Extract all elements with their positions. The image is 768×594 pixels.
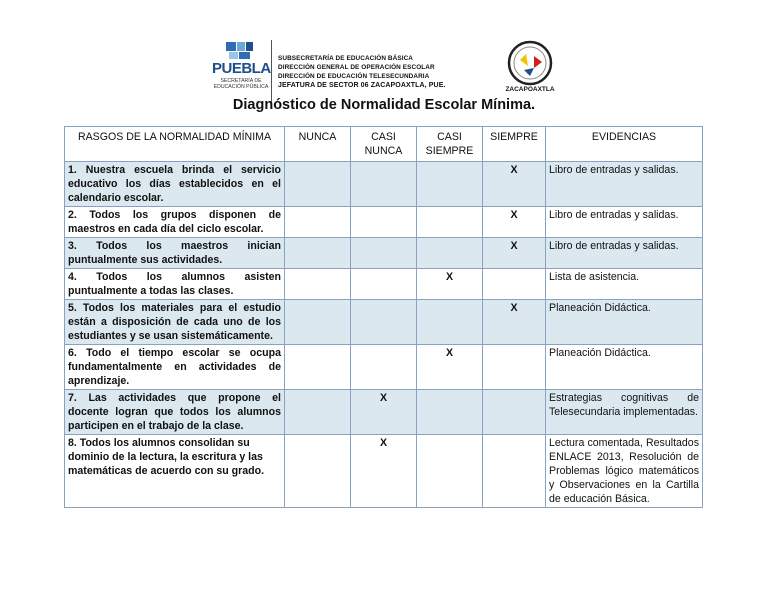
casi-nunca-cell [351,162,417,207]
nunca-cell [285,162,351,207]
siempre-cell [483,435,546,508]
casi-nunca-cell: X [351,390,417,435]
org-line: DIRECCIÓN GENERAL DE OPERACIÓN ESCOLAR [278,64,435,71]
org-line: DIRECCIÓN DE EDUCACIÓN TELESECUNDARIA [278,73,430,80]
evidencia-cell: Lectura comentada, Resultados ENLACE 2013, Resolución de Problemas lógico matemáticos y Observaciones en la Cartilla de educación Básica. [546,435,703,508]
casi-nunca-cell [351,300,417,345]
col-header-evidencias: EVIDENCIAS [546,127,703,162]
table-row [65,269,703,300]
siempre-cell: X [483,207,546,238]
evidencia-cell: Estrategias cognitivas de Telesecundaria implementadas. [546,390,703,435]
letterhead [0,0,768,100]
table-row [65,238,703,269]
rasgo-cell: 5. Todos los materiales para el estudio están a disposición de cada uno de los estudiantes y se usan sistemáticamente. [65,300,285,345]
normality-table [64,126,703,508]
evidencia-cell: Libro de entradas y salidas. [546,238,703,269]
nunca-cell [285,207,351,238]
org-line: SUBSECRETARÍA DE EDUCACIÓN BÁSICA [278,55,414,62]
puebla-wordmark: PUEBLA [212,60,271,77]
table-row [65,345,703,390]
sep-subtitle: SECRETARÍA DE EDUCACIÓN PÚBLICA [213,78,269,90]
col-header-siempre: SIEMPRE [483,127,546,162]
rasgo-cell: 4. Todos los alumnos asisten puntualmente a todas las clases. [65,269,285,300]
rasgo-cell: 1. Nuestra escuela brinda el servicio educativo los días establecidos en el calendario escolar. [65,162,285,207]
casi-siempre-cell [417,207,483,238]
col-header-casi-siempre: CASI SIEMPRE [417,127,483,162]
organization-lines [278,54,446,90]
casi-nunca-cell [351,269,417,300]
col-header-casi-nunca: CASI NUNCA [351,127,417,162]
rasgo-cell: 2. Todos los grupos disponen de maestros en cada día del ciclo escolar. [65,207,285,238]
table-header-row [65,127,703,162]
document-title: Diagnóstico de Normalidad Escolar Mínima. [232,97,536,113]
casi-siempre-cell [417,300,483,345]
evidencia-cell: Planeación Didáctica. [546,300,703,345]
siempre-cell: X [483,300,546,345]
siempre-cell [483,269,546,300]
table-row [65,162,703,207]
rasgo-cell: 3. Todos los maestros inician puntualmente sus actividades. [65,238,285,269]
nunca-cell [285,300,351,345]
table-row [65,207,703,238]
table-row [65,435,703,508]
nunca-cell [285,269,351,300]
nunca-cell [285,435,351,508]
casi-nunca-cell: X [351,435,417,508]
sector-emblem-icon [500,40,560,86]
col-header-nunca: NUNCA [285,127,351,162]
casi-siempre-cell [417,390,483,435]
siempre-cell [483,345,546,390]
evidencia-cell: Libro de entradas y salidas. [546,162,703,207]
casi-siempre-cell [417,238,483,269]
casi-siempre-cell [417,435,483,508]
rasgo-cell: 8. Todos los alumnos consolidan su dominio de la lectura, la escritura y las matemáticas de acuerdo con su grado. [65,435,285,508]
nunca-cell [285,345,351,390]
evidencia-cell: Lista de asistencia. [546,269,703,300]
table-row [65,300,703,345]
evidencia-cell: Libro de entradas y salidas. [546,207,703,238]
org-line: JEFATURA DE SECTOR 06 ZACAPOAXTLA, PUE. [278,82,446,89]
siempre-cell: X [483,162,546,207]
casi-siempre-cell [417,162,483,207]
nunca-cell [285,390,351,435]
casi-nunca-cell [351,238,417,269]
table-row [65,390,703,435]
siempre-cell [483,390,546,435]
casi-nunca-cell [351,207,417,238]
casi-nunca-cell [351,345,417,390]
casi-siempre-cell: X [417,345,483,390]
siempre-cell: X [483,238,546,269]
col-header-rasgos: RASGOS DE LA NORMALIDAD MÍNIMA [65,127,285,162]
puebla-sep-logo [212,40,272,102]
evidencia-cell: Planeación Didáctica. [546,345,703,390]
rasgo-cell: 6. Todo el tiempo escolar se ocupa fundamentalmente en actividades de aprendizaje. [65,345,285,390]
nunca-cell [285,238,351,269]
casi-siempre-cell: X [417,269,483,300]
zacapoaxtla-label: ZACAPOAXTLA [505,86,555,93]
rasgo-cell: 7. Las actividades que propone el docente logran que todos los alumnos participen en el trabajo de la clase. [65,390,285,435]
